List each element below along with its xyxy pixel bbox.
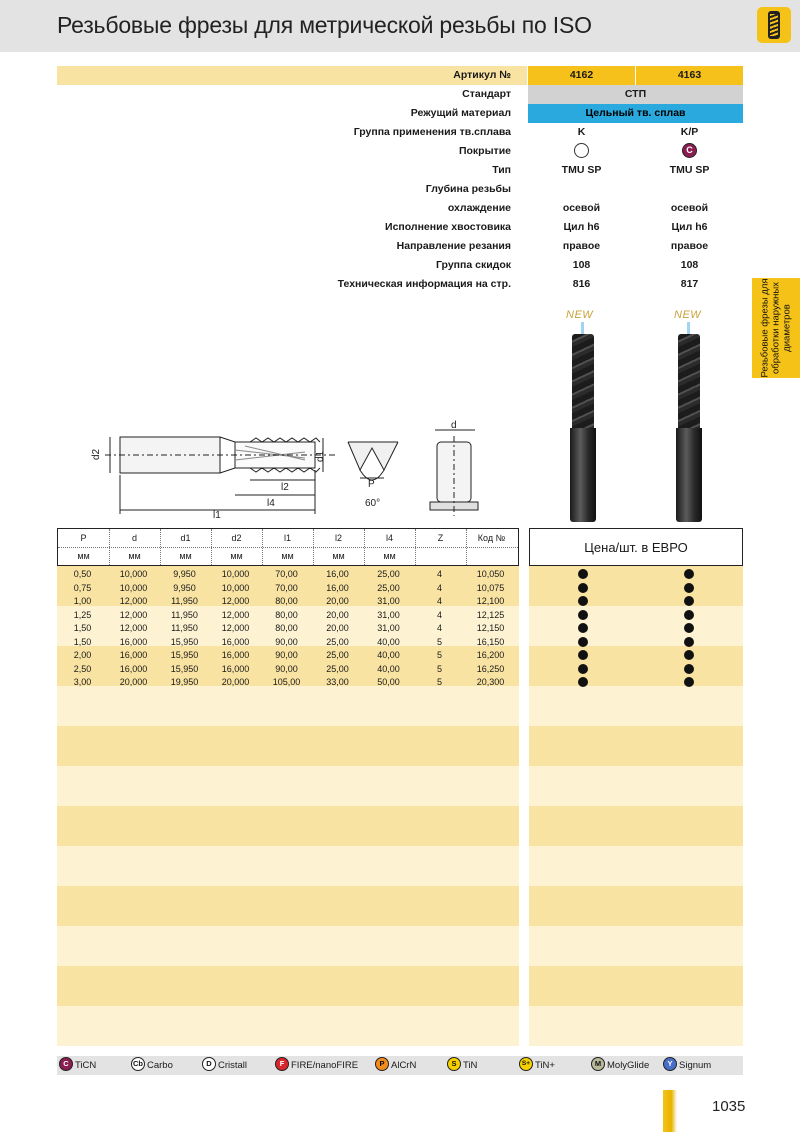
fire-icon: F (275, 1057, 289, 1071)
table-band (529, 566, 743, 606)
legend-item (202, 1056, 247, 1075)
coating-legend (57, 1056, 743, 1075)
spec-row-group (57, 123, 743, 142)
availability-dot-4163[interactable] (684, 596, 694, 606)
table-row[interactable] (57, 663, 519, 677)
availability-dot-4162[interactable] (578, 637, 588, 647)
spec-label: Глубина резьбы (425, 183, 511, 195)
table-cell: 105,00 (272, 677, 301, 687)
spec-label: Тип (492, 164, 511, 176)
availability-dot-4163[interactable] (684, 664, 694, 674)
dim-label: P (368, 479, 375, 490)
table-band (529, 806, 743, 846)
table-header (57, 528, 519, 566)
order-code: 12,125 (476, 609, 505, 620)
legend-item (131, 1056, 173, 1075)
technical-drawing (85, 420, 505, 520)
table-cell: 0,50 (73, 569, 92, 579)
table-cell: 16,00 (326, 569, 349, 579)
table-cell: 20,00 (326, 596, 349, 606)
table-row[interactable] (57, 595, 519, 609)
spec-label: Направление резания (396, 240, 511, 252)
table-cell: 0,75 (73, 582, 92, 593)
tech-info-link-817[interactable]: 817 (680, 278, 699, 290)
availability-dot-4163[interactable] (684, 569, 694, 579)
table-band (529, 1006, 743, 1046)
table-row[interactable] (57, 622, 519, 636)
section-tab-label: Резьбовые фрезы для обработки наружных диаметров (759, 278, 793, 378)
table-cell: 31,00 (377, 623, 400, 633)
availability-dot-4163[interactable] (684, 677, 694, 687)
table-cell: 2,50 (73, 663, 92, 674)
col-header: l1 (283, 533, 291, 543)
availability-dot-4162[interactable] (578, 623, 588, 633)
uncoated-icon (574, 143, 589, 158)
availability-dot-4162[interactable] (578, 650, 588, 660)
col-header: P (80, 533, 87, 543)
table-band (57, 686, 519, 726)
spec-label: Режущий материал (410, 107, 511, 119)
table-cell: 4 (436, 623, 442, 633)
spec-value: Цил h6 (671, 221, 708, 233)
table-cell: 5 (436, 636, 442, 647)
table-band (57, 766, 519, 806)
table-band (529, 726, 743, 766)
legend-item (275, 1056, 358, 1075)
table-cell: 10,000 (119, 582, 148, 593)
table-cell: 19,950 (170, 677, 199, 687)
spec-row-coating (57, 142, 743, 161)
legend-label: TiN (463, 1060, 478, 1071)
table-cell: 10,000 (221, 582, 250, 593)
table-band (529, 926, 743, 966)
table-cell: 5 (436, 650, 442, 660)
new-badge: NEW (566, 309, 594, 321)
table-row[interactable] (57, 582, 519, 596)
legend-label: MolyGlide (607, 1060, 650, 1071)
table-cell: 1,25 (73, 609, 92, 620)
spec-row-standard (57, 85, 743, 104)
order-code: 10,050 (476, 569, 505, 579)
order-code: 20,300 (476, 677, 505, 687)
dim-label: d (451, 420, 457, 431)
table-cell: 40,00 (377, 636, 400, 647)
table-cell: 10,000 (221, 569, 250, 579)
table-band (57, 926, 519, 966)
table-cell: 2,00 (73, 650, 92, 660)
col-header: l2 (334, 533, 342, 543)
cristall-icon: D (202, 1057, 216, 1071)
table-cell: 80,00 (275, 623, 298, 633)
col-unit: мм (230, 551, 243, 561)
table-cell: 9,950 (173, 569, 196, 579)
legend-item (519, 1056, 555, 1075)
spec-row-techinfo (57, 275, 743, 294)
table-cell: 12,000 (221, 609, 250, 620)
table-cell: 12,000 (119, 609, 148, 620)
spec-value: осевой (562, 202, 601, 214)
col-unit: мм (128, 551, 141, 561)
order-code: 16,250 (476, 663, 505, 674)
table-row[interactable] (57, 609, 519, 623)
table-row[interactable] (57, 568, 519, 582)
table-band (57, 726, 519, 766)
table-cell: 20,000 (221, 677, 250, 687)
molyglide-icon: M (591, 1057, 605, 1071)
col-unit: мм (383, 551, 396, 561)
tin-icon: S (447, 1057, 461, 1071)
spec-value: Цельный тв. сплав (528, 104, 743, 123)
table-cell: 16,00 (326, 582, 349, 593)
order-code: 10,075 (476, 582, 505, 593)
article-4163[interactable]: 4163 (636, 66, 743, 85)
table-cell: 33,00 (326, 677, 349, 687)
tin-plus-icon: S+ (519, 1057, 533, 1071)
table-cell: 50,00 (377, 677, 400, 687)
table-band (57, 1006, 519, 1046)
alcrn-icon: P (375, 1057, 389, 1071)
dim-label: l1 (213, 510, 221, 520)
spec-value: правое (670, 240, 709, 252)
table-cell: 90,00 (275, 663, 298, 674)
spec-row-type (57, 161, 743, 180)
table-band (529, 606, 743, 646)
col-header: d1 (180, 533, 191, 543)
table-cell: 90,00 (275, 636, 298, 647)
table-cell: 16,000 (221, 650, 250, 660)
spec-value: СТП (528, 85, 743, 104)
col-unit: мм (332, 551, 345, 561)
availability-dot-4163[interactable] (684, 637, 694, 647)
col-header: Z (437, 533, 444, 543)
spec-label: Стандарт (462, 88, 511, 100)
availability-dot-4163[interactable] (684, 623, 694, 633)
spec-value: правое (562, 240, 601, 252)
col-unit: мм (77, 551, 90, 561)
table-cell: 25,00 (326, 650, 349, 660)
order-code: 16,150 (476, 636, 505, 647)
table-cell: 16,000 (119, 663, 148, 674)
availability-dot-4162[interactable] (578, 596, 588, 606)
legend-label: Signum (679, 1060, 712, 1071)
col-header: d2 (231, 533, 242, 543)
table-band (529, 966, 743, 1006)
spec-value: K/P (680, 126, 699, 138)
availability-dot-4163[interactable] (684, 650, 694, 660)
thread-mill-icon (757, 7, 791, 43)
table-cell: 25,00 (326, 663, 349, 674)
table-cell: 20,00 (326, 623, 349, 633)
table-cell: 4 (436, 609, 442, 620)
legend-label: FIRE/nanoFIRE (291, 1060, 359, 1071)
availability-dot-4162[interactable] (578, 569, 588, 579)
table-cell: 1,50 (73, 623, 92, 633)
table-band (529, 646, 743, 686)
section-tab[interactable] (752, 278, 800, 378)
carbo-icon: Cb (131, 1057, 145, 1071)
table-cell: 4 (436, 596, 442, 606)
spec-row-direction (57, 237, 743, 256)
col-unit: мм (179, 551, 192, 561)
legend-item (375, 1056, 416, 1075)
table-band (529, 886, 743, 926)
table-cell: 15,950 (170, 636, 199, 647)
table-cell: 11,950 (171, 596, 198, 606)
table-cell: 16,000 (221, 636, 250, 647)
spec-label: Группа применения тв.сплава (353, 126, 511, 138)
table-band (57, 846, 519, 886)
availability-dot-4162[interactable] (578, 583, 588, 593)
legend-item (663, 1056, 711, 1075)
new-badge: NEW (674, 309, 702, 321)
table-cell: 70,00 (275, 569, 298, 579)
availability-dot-4163[interactable] (684, 583, 694, 593)
table-cell: 5 (436, 677, 442, 687)
tech-info-link-816[interactable]: 816 (572, 278, 591, 290)
page-header (0, 0, 800, 52)
spec-label: охлаждение (447, 202, 511, 214)
table-cell: 9,950 (173, 582, 196, 593)
table-cell: 16,000 (221, 663, 250, 674)
table-cell: 10,000 (119, 569, 148, 579)
table-band (57, 966, 519, 1006)
table-cell: 40,00 (377, 650, 400, 660)
table-row[interactable] (57, 676, 519, 690)
page-title: Резьбовые фрезы для метрической резьбы по ISO (57, 12, 592, 38)
spec-row-article (57, 66, 743, 85)
spec-label: Артикул № (57, 66, 527, 85)
article-4162[interactable]: 4162 (528, 66, 635, 85)
table-band (57, 886, 519, 926)
table-cell: 1,00 (73, 596, 92, 606)
spec-row-discount (57, 256, 743, 275)
spec-label: Исполнение хвостовика (385, 221, 511, 233)
spec-value: осевой (670, 202, 709, 214)
table-cell: 4 (436, 582, 442, 593)
table-cell: 80,00 (275, 609, 298, 620)
spec-value: 108 (680, 259, 699, 271)
table-cell: 16,000 (119, 636, 148, 647)
table-band (529, 766, 743, 806)
legend-item (591, 1056, 649, 1075)
spec-label: Группа скидок (436, 259, 511, 271)
legend-label: Carbo (147, 1060, 173, 1071)
table-band (529, 686, 743, 726)
col-header: Код № (477, 533, 506, 543)
spec-value: K (577, 126, 586, 138)
table-cell: 11,950 (171, 609, 198, 620)
table-cell: 80,00 (275, 596, 298, 606)
dim-label: d1 (315, 450, 326, 462)
dim-label: l2 (281, 482, 289, 493)
spec-row-shank (57, 218, 743, 237)
table-cell: 20,00 (326, 609, 349, 620)
table-cell: 12,000 (221, 596, 250, 606)
availability-dot-4162[interactable] (578, 610, 588, 620)
table-cell: 3,00 (73, 677, 92, 687)
table-cell: 90,00 (275, 650, 298, 660)
table-cell: 16,000 (119, 650, 148, 660)
table-row[interactable] (57, 636, 519, 650)
spec-label: Покрытие (458, 145, 511, 157)
table-cell: 25,00 (377, 569, 400, 579)
table-cell: 15,950 (170, 650, 199, 660)
table-band (57, 806, 519, 846)
table-cell: 5 (436, 663, 442, 674)
ticn-coating-icon: C (682, 143, 697, 158)
legend-item (447, 1056, 477, 1075)
spec-value (528, 142, 635, 161)
order-code: 16,200 (476, 650, 505, 660)
table-cell: 25,00 (377, 582, 400, 593)
col-header: d (131, 533, 137, 543)
page-number: 1035 (712, 1098, 746, 1115)
table-row[interactable] (57, 649, 519, 663)
availability-dot-4163[interactable] (684, 610, 694, 620)
tool-image-4162 (570, 322, 596, 522)
table-band (529, 846, 743, 886)
order-code: 12,100 (476, 596, 505, 606)
tool-image-4163 (676, 322, 702, 522)
spec-value: Цил h6 (563, 221, 600, 233)
table-cell: 15,950 (170, 663, 199, 674)
table-cell: 4 (436, 569, 442, 579)
col-header: l4 (385, 533, 393, 543)
spec-value: TMU SP (669, 164, 710, 176)
availability-dot-4162[interactable] (578, 677, 588, 687)
table-cell: 12,000 (119, 623, 148, 633)
signum-icon: Y (663, 1057, 677, 1071)
spec-value: TMU SP (561, 164, 602, 176)
spec-value (636, 142, 743, 161)
table-cell: 20,000 (119, 677, 148, 687)
spec-row-depth (57, 180, 743, 199)
dim-label: 60° (365, 498, 381, 509)
legend-item (59, 1056, 96, 1075)
table-cell: 11,950 (171, 623, 198, 633)
price-header: Цена/шт. в ЕВРО (529, 528, 743, 566)
dim-label: l4 (267, 498, 275, 509)
table-cell: 12,000 (221, 623, 250, 633)
spec-row-material (57, 104, 743, 123)
legend-label: TiN+ (535, 1060, 555, 1071)
legend-label: AlCrN (391, 1060, 417, 1071)
spec-label: Техническая информация на стр. (337, 278, 511, 290)
table-cell: 12,000 (119, 596, 148, 606)
table-cell: 40,00 (377, 663, 400, 674)
table-cell: 25,00 (326, 636, 349, 647)
legend-label: Cristall (218, 1060, 248, 1071)
table-cell: 31,00 (377, 609, 400, 620)
legend-label: TiCN (75, 1060, 97, 1071)
spec-value: 108 (572, 259, 591, 271)
availability-dot-4162[interactable] (578, 664, 588, 674)
table-cell: 70,00 (275, 582, 298, 593)
table-cell: 1,50 (73, 636, 92, 647)
order-code: 12,150 (476, 623, 505, 633)
page-marker (663, 1090, 677, 1132)
ticn-icon: C (59, 1057, 73, 1071)
dim-label: d2 (91, 448, 102, 460)
spec-row-cooling (57, 199, 743, 218)
col-unit: мм (281, 551, 294, 561)
table-cell: 31,00 (377, 596, 400, 606)
